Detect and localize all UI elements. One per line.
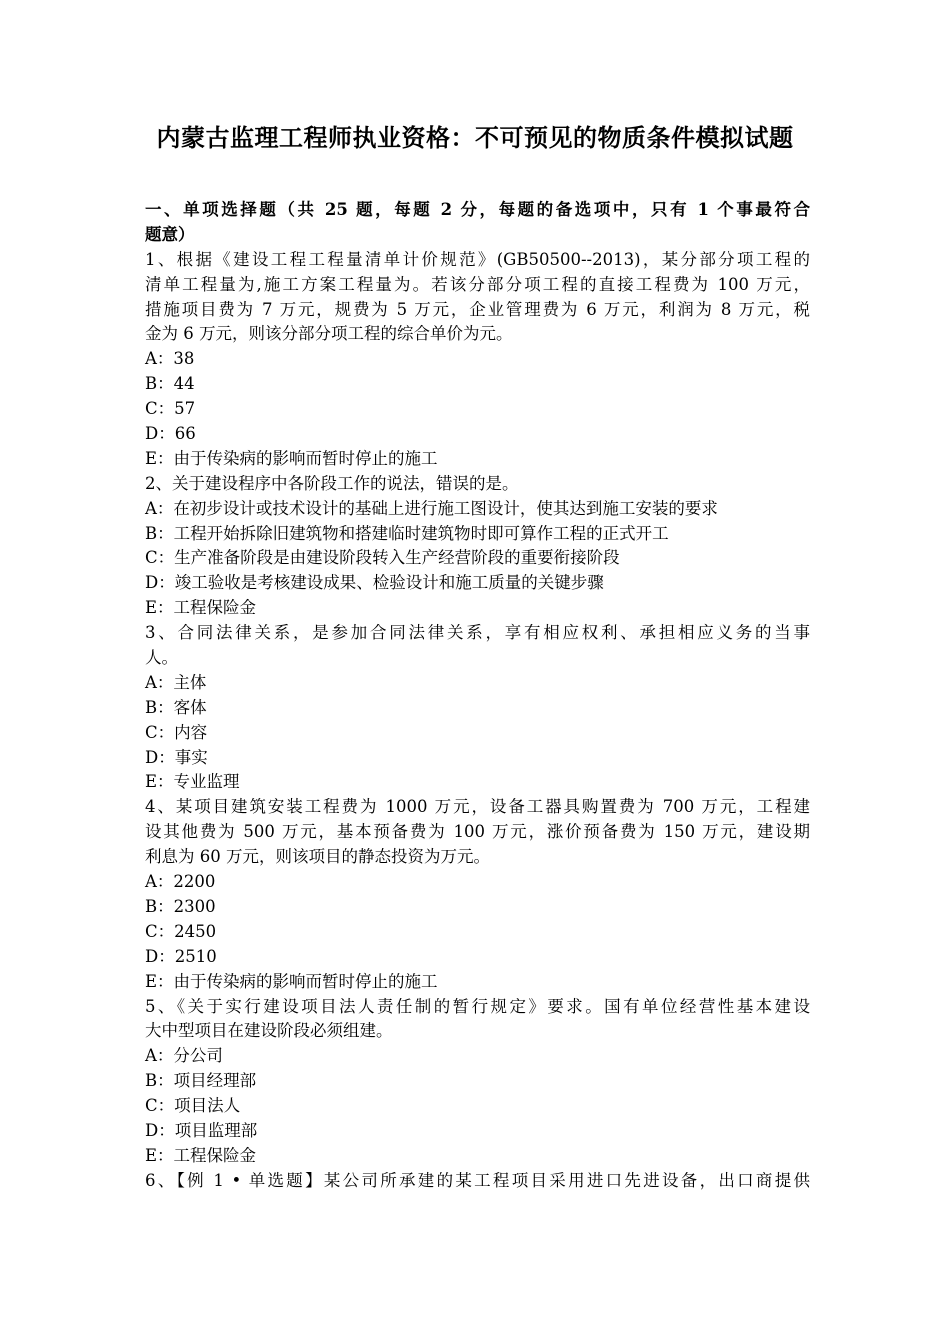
option-b: B：44 xyxy=(145,374,195,394)
question-text-line: 利息为 60 万元，则该项目的静态投资为万元。 xyxy=(145,847,490,867)
question-text-line: 人。 xyxy=(145,648,178,668)
option-d: D：竣工验收是考核建设成果、检验设计和施工质量的关键步骤 xyxy=(145,573,604,593)
option-b: B：客体 xyxy=(145,697,207,717)
document-title: 内蒙古监理工程师执业资格：不可预见的物质条件模拟试题 xyxy=(156,123,794,152)
option-c: C：2450 xyxy=(145,921,217,941)
question-text-line: 措施项目费为 7 万元，规费为 5 万元，企业管理费为 6 万元，利润为 8 万元，税 xyxy=(145,299,810,319)
option-b: B：项目经理部 xyxy=(145,1071,257,1091)
question-5 xyxy=(145,995,810,1045)
question-text-line: 6、【例 1 • 单选题】某公司所承建的某工程项目采用进口先进设备，出口商提供 xyxy=(145,1170,810,1190)
document-body xyxy=(145,198,810,1194)
option-d: D：项目监理部 xyxy=(145,1120,258,1140)
question-text-line: 金为 6 万元，则该分部分项工程的综合单价为元。 xyxy=(145,324,513,344)
option-d: D：66 xyxy=(145,424,196,444)
section-header-line: 一、单项选择题（共 25 题，每题 2 分，每题的备选项中，只有 1 个事最符合 xyxy=(145,200,810,219)
option-e: E：工程保险金 xyxy=(145,1145,257,1165)
option-e: E：工程保险金 xyxy=(145,598,257,618)
question-4 xyxy=(145,795,810,870)
question-text-line: 3、合同法律关系，是参加合同法律关系，享有相应权利、承担相应义务的当事 xyxy=(145,623,810,643)
question-text-line: 4、某项目建筑安装工程费为 1000 万元，设备工器具购置费为 700 万元，工程建 xyxy=(145,797,810,817)
question-text-line: 设其他费为 500 万元，基本预备费为 100 万元，涨价预备费为 150 万元，建设期 xyxy=(145,822,810,842)
option-a: A：在初步设计或技术设计的基础上进行施工图设计，使其达到施工安装的要求 xyxy=(145,498,718,518)
question-text-line: 清单工程量为,施工方案工程量为。若该分部分项工程的直接工程费为 100 万元， xyxy=(145,274,810,294)
option-d: D：事实 xyxy=(145,747,208,767)
question-3 xyxy=(145,621,810,671)
section-header-line: 题意） xyxy=(145,224,195,244)
option-a: A：2200 xyxy=(145,872,216,892)
option-a: A：主体 xyxy=(145,672,207,692)
option-c: C：57 xyxy=(145,399,196,419)
option-d: D：2510 xyxy=(145,946,217,966)
question-6 xyxy=(145,1169,810,1194)
question-text-line: 大中型项目在建设阶段必须组建。 xyxy=(145,1021,393,1041)
option-b: B：2300 xyxy=(145,896,216,916)
question-text-line: 2、关于建设程序中各阶段工作的说法，错误的是。 xyxy=(145,473,519,493)
option-e: E：专业监理 xyxy=(145,772,240,792)
option-e: E：由于传染病的影响而暂时停止的施工 xyxy=(145,448,438,468)
question-1 xyxy=(145,248,810,348)
option-e: E：由于传染病的影响而暂时停止的施工 xyxy=(145,971,438,991)
option-c: C：内容 xyxy=(145,722,208,742)
option-a: A：38 xyxy=(145,349,195,369)
section-header xyxy=(145,198,810,248)
option-c: C：生产准备阶段是由建设阶段转入生产经营阶段的重要衔接阶段 xyxy=(145,548,620,568)
option-c: C：项目法人 xyxy=(145,1096,241,1116)
option-a: A：分公司 xyxy=(145,1046,223,1066)
question-text-line: 1、根据《建设工程工程量清单计价规范》(GB50500--2013)，某分部分项工程的 xyxy=(145,249,810,269)
question-text-line: 5、《关于实行建设项目法人责任制的暂行规定》要求。国有单位经营性基本建设 xyxy=(145,996,810,1016)
question-2 xyxy=(145,472,810,497)
option-b: B：工程开始拆除旧建筑物和搭建临时建筑物时即可算作工程的正式开工 xyxy=(145,523,669,543)
